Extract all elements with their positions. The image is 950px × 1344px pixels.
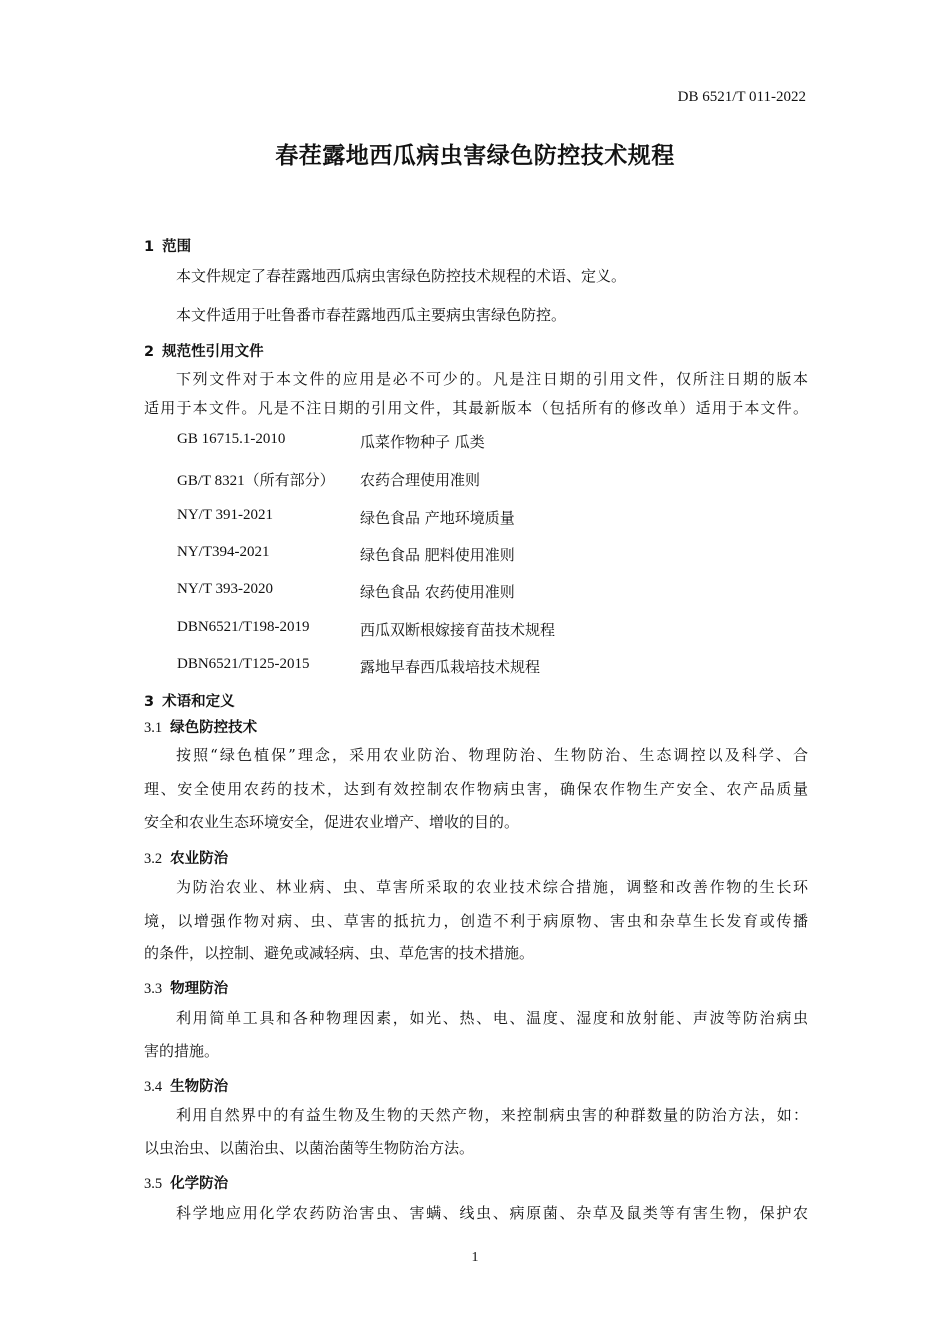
subsection-title: 物理防治	[170, 981, 229, 997]
section-number: 2	[144, 344, 155, 360]
reference-code: GB 16715.1-2010	[177, 431, 286, 447]
subsection-3-3-line-1: 利用简单工具和各种物理因素，如光、热、电、温度、湿度和放射能、声波等防治病虫	[176, 1009, 808, 1027]
reference-code: NY/T 391-2021	[177, 507, 273, 523]
subsection-3-1-line-1: 按照“绿色植保”理念，采用农业防治、物理防治、生物防治、生态调控以及科学、合	[176, 746, 808, 764]
subsection-title: 绿色防控技术	[170, 720, 258, 736]
subsection-3-2-line-1: 为防治农业、林业病、虫、草害所采取的农业技术综合措施，调整和改善作物的生长环	[176, 878, 808, 896]
reference-name: 露地早春西瓜栽培技术规程	[360, 658, 541, 676]
subsection-3-1-heading	[144, 716, 257, 737]
subsection-number: 3.5	[144, 1176, 163, 1192]
subsection-3-3-line-2: 害的措施。	[144, 1042, 220, 1060]
subsection-3-2-line-3: 的条件，以控制、避免或减轻病、虫、草危害的技术措施。	[144, 944, 535, 962]
subsection-title: 生物防治	[170, 1079, 229, 1095]
subsection-3-4-line-2: 以虫治虫、以菌治虫、以菌治菌等生物防治方法。	[144, 1139, 475, 1157]
subsection-title: 化学防治	[170, 1176, 229, 1192]
page-number: 1	[471, 1250, 479, 1265]
reference-code: NY/T 393-2020	[177, 581, 273, 597]
reference-name: 西瓜双断根嫁接育苗技术规程	[360, 621, 556, 639]
section-2-paragraph-line-2: 适用于本文件。凡是不注日期的引用文件，其最新版本（包括所有的修改单）适用于本文件。	[144, 399, 808, 417]
subsection-number: 3.3	[144, 981, 163, 997]
section-2-paragraph-line-1: 下列文件对于本文件的应用是必不可少的。凡是注日期的引用文件，仅所注日期的版本	[176, 370, 808, 388]
section-3-heading	[144, 690, 235, 711]
subsection-3-4-heading	[144, 1075, 228, 1096]
reference-code: GB/T 8321（所有部分）	[177, 473, 335, 489]
document-code: DB 6521/T 011-2022	[677, 89, 806, 105]
reference-code: DBN6521/T198-2019	[177, 619, 310, 635]
subsection-3-1-line-2: 理、安全使用农药的技术，达到有效控制农作物病虫害，确保农作物生产安全、农产品质量	[144, 780, 808, 798]
document-title: 春茬露地西瓜病虫害绿色防控技术规程	[275, 143, 675, 169]
section-number: 3	[144, 694, 155, 710]
section-1-heading	[144, 235, 191, 256]
subsection-title: 农业防治	[170, 851, 229, 867]
reference-name: 绿色食品 农药使用准则	[360, 583, 515, 601]
subsection-3-3-heading	[144, 977, 228, 998]
section-1-paragraph-2: 本文件适用于吐鲁番市春茬露地西瓜主要病虫害绿色防控。	[176, 306, 567, 324]
section-2-heading	[144, 340, 264, 361]
section-1-paragraph-1: 本文件规定了春茬露地西瓜病虫害绿色防控技术规程的术语、定义。	[176, 267, 627, 285]
subsection-3-1-line-3: 安全和农业生态环境安全，促进农业增产、增收的目的。	[144, 813, 520, 831]
section-title: 术语和定义	[162, 694, 235, 710]
subsection-number: 3.4	[144, 1079, 163, 1095]
reference-name: 绿色食品 肥料使用准则	[360, 546, 515, 564]
subsection-3-4-line-1: 利用自然界中的有益生物及生物的天然产物，来控制病虫害的种群数量的防治方法，如：	[176, 1106, 808, 1124]
reference-code: DBN6521/T125-2015	[177, 656, 310, 672]
subsection-number: 3.1	[144, 720, 163, 736]
subsection-3-2-line-2: 境，以增强作物对病、虫、草害的抵抗力，创造不利于病原物、害虫和杂草生长发育或传播	[144, 912, 808, 930]
reference-code: NY/T394-2021	[177, 544, 270, 560]
subsection-3-2-heading	[144, 847, 228, 868]
reference-name: 瓜菜作物种子 瓜类	[360, 433, 485, 451]
reference-name: 绿色食品 产地环境质量	[360, 509, 515, 527]
section-title: 规范性引用文件	[162, 344, 264, 360]
subsection-number: 3.2	[144, 851, 163, 867]
subsection-3-5-heading	[144, 1172, 228, 1193]
reference-name: 农药合理使用准则	[360, 471, 481, 489]
subsection-3-5-line-1: 科学地应用化学农药防治害虫、害螨、线虫、病原菌、杂草及鼠类等有害生物，保护农	[176, 1204, 808, 1222]
section-title: 范围	[162, 239, 192, 255]
section-number: 1	[144, 239, 155, 255]
